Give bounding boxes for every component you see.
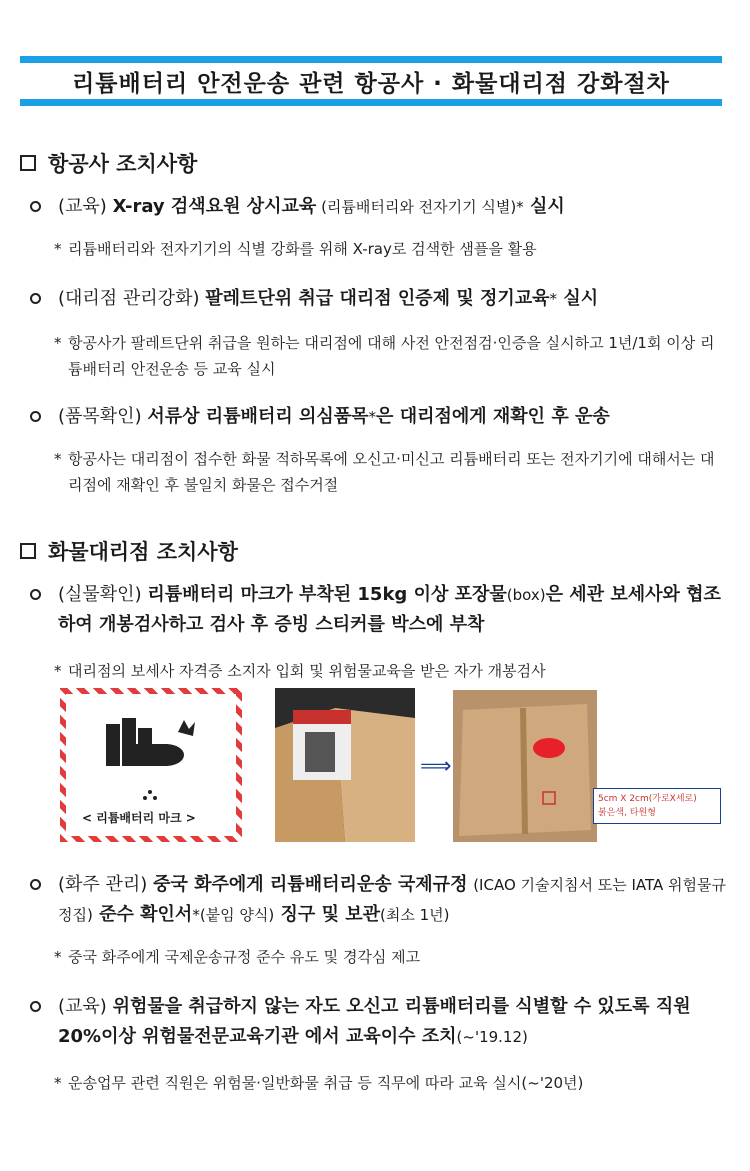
item-bold: X-ray 검색요원 상시교육 xyxy=(112,196,317,217)
item-tail: 준수 확인서 xyxy=(92,904,193,925)
list-item xyxy=(30,992,726,1052)
note-text: 항공사가 팔레트단위 취급을 원하는 대리점에 대해 사전 안전점검·인증을 실시하고 1년/1회 이상 리튬배터리 안전운송 등 교육 실시 xyxy=(68,334,715,378)
note-text: 중국 화주에게 국제운송규정 준수 유도 및 경각심 제고 xyxy=(68,948,421,966)
item-tag: (실물확인) xyxy=(58,584,142,605)
item-tag: (대리점 관리강화) xyxy=(58,288,200,309)
item-bold: 중국 화주에게 리튬배터리운송 국제규정 xyxy=(153,874,468,895)
section-heading-text: 항공사 조치사항 xyxy=(48,152,198,176)
list-note xyxy=(54,446,726,498)
list-note xyxy=(54,1070,726,1096)
item-bold: 서류상 리튬배터리 의심품목 xyxy=(147,406,369,427)
arrow-icon: ⟹ xyxy=(420,754,452,779)
note-text: 대리점의 보세사 자격증 소지자 입회 및 위험물교육을 받은 자가 개봉검사 xyxy=(68,662,546,680)
sticker-spec-callout xyxy=(593,788,721,824)
circle-bullet-icon xyxy=(30,1001,41,1012)
item-small: *(붙임 양식) xyxy=(192,906,275,924)
section-heading-airline xyxy=(20,148,197,178)
list-note xyxy=(54,658,726,684)
item-small: (리튬배터리와 전자기기 식별)* xyxy=(316,198,524,216)
circle-bullet-icon xyxy=(30,201,41,212)
item-tag: (화주 관리) xyxy=(58,874,148,895)
item-tag: (교육) xyxy=(58,196,107,217)
list-note xyxy=(54,236,726,262)
title-box xyxy=(20,56,722,106)
page-title: 리튬배터리 안전운송 관련 항공사 · 화물대리점 강화절차 xyxy=(72,70,670,97)
item-tail: 은 세관 보세사와 협조하여 개봉검사하고 검사 후 증빙 스티커를 박스에 부착 xyxy=(58,584,721,635)
item-small: * xyxy=(549,290,558,308)
list-item xyxy=(30,580,726,640)
item-bold: 위험물을 취급하지 않는 자도 오신고 리튬배터리를 식별할 수 있도록 직원 20%이상 위험물전문교육기관 에서 교육이수 조치 xyxy=(58,996,691,1047)
circle-bullet-icon xyxy=(30,293,41,304)
asterisk-icon: * xyxy=(54,240,62,258)
item-small: (ICAO 기술지침서 또는 IATA 위험물규정집) xyxy=(58,876,726,924)
asterisk-icon: * xyxy=(54,450,62,468)
item-tag: (교육) xyxy=(58,996,107,1017)
callout-line: 5cm X 2cm(가로X세로) xyxy=(598,794,697,804)
checkbox-square-icon xyxy=(20,155,36,171)
note-text: 리튬배터리와 전자기기의 식별 강화를 위해 X-ray로 검색한 샘플을 활용 xyxy=(68,240,537,258)
list-item xyxy=(30,402,726,432)
list-item xyxy=(30,284,726,314)
battery-hazard-icon xyxy=(66,694,236,804)
asterisk-icon: * xyxy=(54,662,62,680)
item-small: (box) xyxy=(506,586,546,604)
asterisk-icon: * xyxy=(54,1074,62,1092)
callout-line: 붉은색, 타원형 xyxy=(598,808,656,818)
asterisk-icon: * xyxy=(54,334,62,352)
item-tail: 실시 xyxy=(523,196,565,217)
item-small: * xyxy=(368,408,377,426)
item-tail: 은 대리점에게 재확인 후 운송 xyxy=(376,406,610,427)
item-tail: 실시 xyxy=(557,288,599,309)
list-item xyxy=(30,870,726,930)
item-small: (~'19.12) xyxy=(456,1028,528,1046)
section-heading-forwarder xyxy=(20,536,238,566)
list-note xyxy=(54,944,726,970)
list-item xyxy=(30,192,726,222)
item-tail: 징구 및 보관 xyxy=(274,904,381,925)
open-box-photo xyxy=(275,688,415,842)
note-text: 항공사는 대리점이 접수한 화물 적하목록에 오신고·미신고 리튬배터리 또는 전자기기에 대해서는 대리점에 재확인 후 불일치 화물은 접수거절 xyxy=(68,450,715,494)
checkbox-square-icon xyxy=(20,543,36,559)
item-small: (최소 1년) xyxy=(380,906,450,924)
circle-bullet-icon xyxy=(30,411,41,422)
item-bold: 팔레트단위 취급 대리점 인증제 및 정기교육 xyxy=(205,288,550,309)
list-note xyxy=(54,330,726,382)
mark-caption: < 리튬배터리 마크 > xyxy=(82,811,196,825)
figure-row xyxy=(60,688,710,848)
item-tag: (품목확인) xyxy=(58,406,142,427)
circle-bullet-icon xyxy=(30,879,41,890)
asterisk-icon: * xyxy=(54,948,62,966)
note-text: 운송업무 관련 직원은 위험물·일반화물 취급 등 직무에 따라 교육 실시(~'20년) xyxy=(68,1074,584,1092)
section-heading-text: 화물대리점 조치사항 xyxy=(48,540,238,564)
item-bold: 리튬배터리 마크가 부착된 15kg 이상 포장물 xyxy=(147,584,507,605)
circle-bullet-icon xyxy=(30,589,41,600)
sealed-box-photo xyxy=(453,690,597,842)
sticker-mark xyxy=(533,738,565,758)
lithium-battery-mark xyxy=(60,688,242,842)
